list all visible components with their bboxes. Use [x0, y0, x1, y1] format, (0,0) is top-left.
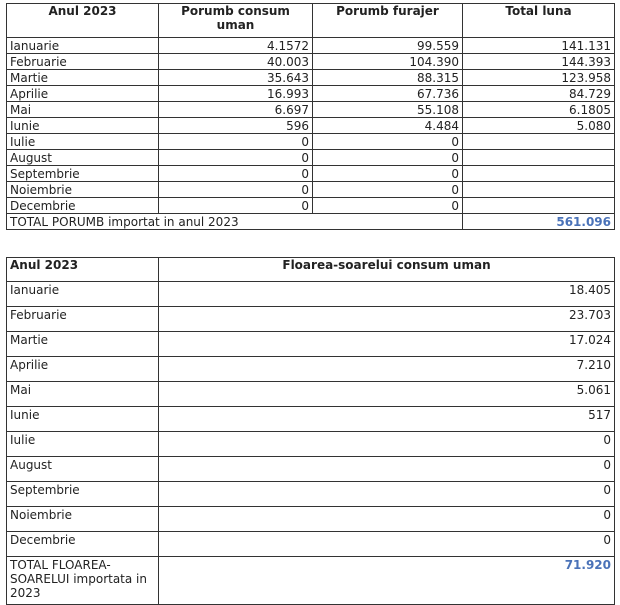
- value-cell: 104.390: [313, 54, 463, 70]
- value-cell: 7.210: [159, 357, 615, 382]
- table-row: [7, 432, 615, 457]
- value-cell: 67.736: [313, 86, 463, 102]
- table-row: [7, 532, 615, 557]
- total-label: TOTAL PORUMB importat in anul 2023: [7, 214, 463, 230]
- table-row: [7, 182, 615, 198]
- table-row: [7, 357, 615, 382]
- header-furajer: Porumb furajer: [313, 4, 463, 38]
- month-cell: Decembrie: [7, 532, 159, 557]
- value-cell: 0: [159, 532, 615, 557]
- month-cell: Februarie: [7, 54, 159, 70]
- month-cell: Martie: [7, 70, 159, 86]
- value-cell: 16.993: [159, 86, 313, 102]
- value-cell: 55.108: [313, 102, 463, 118]
- value-cell: 0: [313, 150, 463, 166]
- value-cell: 0: [313, 182, 463, 198]
- table-row: [7, 457, 615, 482]
- table-row: [7, 102, 615, 118]
- month-cell: Septembrie: [7, 482, 159, 507]
- table-row: [7, 407, 615, 432]
- value-cell: 35.643: [159, 70, 313, 86]
- value-cell: [463, 134, 615, 150]
- porumb-import-table: [6, 3, 615, 230]
- total-value: 71.920: [159, 557, 615, 605]
- value-cell: 0: [159, 432, 615, 457]
- value-cell: [463, 198, 615, 214]
- value-cell: 88.315: [313, 70, 463, 86]
- month-cell: Ianuarie: [7, 38, 159, 54]
- value-cell: 4.1572: [159, 38, 313, 54]
- floarea-import-table: [6, 257, 615, 605]
- month-cell: Noiembrie: [7, 182, 159, 198]
- value-cell: 0: [159, 134, 313, 150]
- value-cell: 4.484: [313, 118, 463, 134]
- value-cell: 99.559: [313, 38, 463, 54]
- month-cell: Ianuarie: [7, 282, 159, 307]
- value-cell: 0: [159, 150, 313, 166]
- total-value: 561.096: [463, 214, 615, 230]
- table-row: [7, 332, 615, 357]
- header-year: Anul 2023: [7, 258, 159, 282]
- value-cell: 141.131: [463, 38, 615, 54]
- month-cell: Aprilie: [7, 357, 159, 382]
- header-total-luna: Total luna: [463, 4, 615, 38]
- header-consum-uman: Porumb consum uman: [159, 4, 313, 38]
- value-cell: [463, 182, 615, 198]
- value-cell: 18.405: [159, 282, 615, 307]
- value-cell: 5.061: [159, 382, 615, 407]
- header-floarea-consum-uman: Floarea-soarelui consum uman: [159, 258, 615, 282]
- value-cell: 6.1805: [463, 102, 615, 118]
- value-cell: 17.024: [159, 332, 615, 357]
- month-cell: Mai: [7, 382, 159, 407]
- table-row: [7, 118, 615, 134]
- value-cell: 0: [159, 482, 615, 507]
- table-row: [7, 307, 615, 332]
- value-cell: 0: [159, 507, 615, 532]
- value-cell: 5.080: [463, 118, 615, 134]
- table-row: [7, 38, 615, 54]
- table-row: [7, 166, 615, 182]
- month-cell: August: [7, 150, 159, 166]
- month-cell: August: [7, 457, 159, 482]
- month-cell: Aprilie: [7, 86, 159, 102]
- value-cell: 517: [159, 407, 615, 432]
- month-cell: Iulie: [7, 134, 159, 150]
- value-cell: [463, 150, 615, 166]
- table-row: [7, 282, 615, 307]
- total-row: [7, 214, 615, 230]
- table-header-row: [7, 4, 615, 38]
- table-row: [7, 70, 615, 86]
- value-cell: 596: [159, 118, 313, 134]
- total-row: [7, 557, 615, 605]
- value-cell: 123.958: [463, 70, 615, 86]
- month-cell: Septembrie: [7, 166, 159, 182]
- table-header-row: [7, 258, 615, 282]
- table-row: [7, 150, 615, 166]
- table-row: [7, 198, 615, 214]
- table-row: [7, 134, 615, 150]
- table-row: [7, 507, 615, 532]
- value-cell: 6.697: [159, 102, 313, 118]
- table-row: [7, 482, 615, 507]
- value-cell: 0: [159, 198, 313, 214]
- value-cell: 84.729: [463, 86, 615, 102]
- value-cell: 0: [313, 198, 463, 214]
- value-cell: [463, 166, 615, 182]
- month-cell: Noiembrie: [7, 507, 159, 532]
- month-cell: Iunie: [7, 407, 159, 432]
- value-cell: 0: [159, 182, 313, 198]
- value-cell: 40.003: [159, 54, 313, 70]
- table-row: [7, 382, 615, 407]
- month-cell: Decembrie: [7, 198, 159, 214]
- value-cell: 144.393: [463, 54, 615, 70]
- month-cell: Martie: [7, 332, 159, 357]
- month-cell: Iunie: [7, 118, 159, 134]
- value-cell: 0: [159, 457, 615, 482]
- month-cell: Mai: [7, 102, 159, 118]
- value-cell: 0: [313, 166, 463, 182]
- table-row: [7, 86, 615, 102]
- table-row: [7, 54, 615, 70]
- value-cell: 23.703: [159, 307, 615, 332]
- month-cell: Iulie: [7, 432, 159, 457]
- month-cell: Februarie: [7, 307, 159, 332]
- value-cell: 0: [159, 166, 313, 182]
- header-year: Anul 2023: [7, 4, 159, 38]
- value-cell: 0: [313, 134, 463, 150]
- total-label: TOTAL FLOAREA-SOARELUI importata in 2023: [7, 557, 159, 605]
